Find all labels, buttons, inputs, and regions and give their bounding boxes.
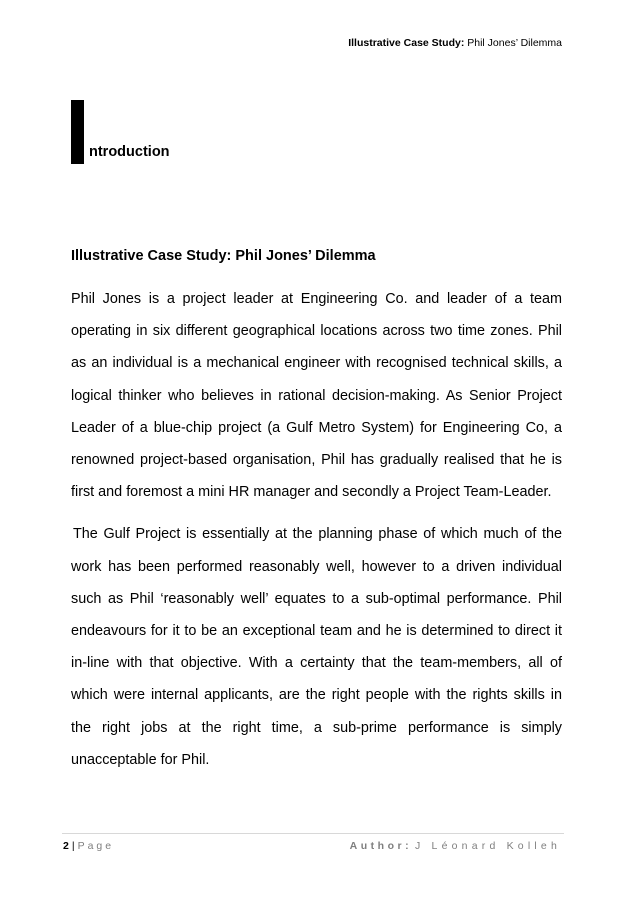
page-word: Page [77,840,115,852]
author-name: J Léonard Kolleh [414,840,561,852]
page-number: 2 [63,840,69,852]
author-label: Author: [349,840,413,852]
document-body [71,240,562,786]
header-label-rest: Phil Jones’ Dilemma [464,37,562,49]
running-header [348,37,562,49]
dropcap-letter [71,100,84,164]
footer-author [350,840,561,852]
paragraph-2: The Gulf Project is essentially at the planning phase of which much of the work has been performed reasonably well, however to a driven individual such as Phil ‘reasonably well’ equates to a sub-optimal performance. Phil endeavours for it to be an exceptional team and he is determined to direct it in-line with that objective. With a certainty that the team-members, all of which were internal applicants, are the right people with the rights skills in the right jobs at the right time, a sub-prime performance is simply unacceptable for Phil. [71,526,562,768]
header-label-bold: Illustrative Case Study: [348,37,465,49]
paragraph-1: Phil Jones is a project leader at Engineering Co. and leader of a team operating in six different geographical locations across two time zones. Phil as an individual is a mechanical engineer with recognised technical skills, a logical thinker who believes in rational decision-making. As Senior Project Leader of a blue-chip project (a Gulf Metro System) for Engineering Co, a renowned project-based organisation, Phil has gradually realised that he is first and foremost a mini HR manager and secondly a Project Team-Leader. [71,291,562,501]
case-study-title: Illustrative Case Study: Phil Jones’ Dilemma [71,248,376,264]
heading-text: ntroduction [89,144,170,160]
footer-divider [62,833,564,834]
footer-separator: | [71,840,75,852]
footer-page-info [63,840,114,852]
